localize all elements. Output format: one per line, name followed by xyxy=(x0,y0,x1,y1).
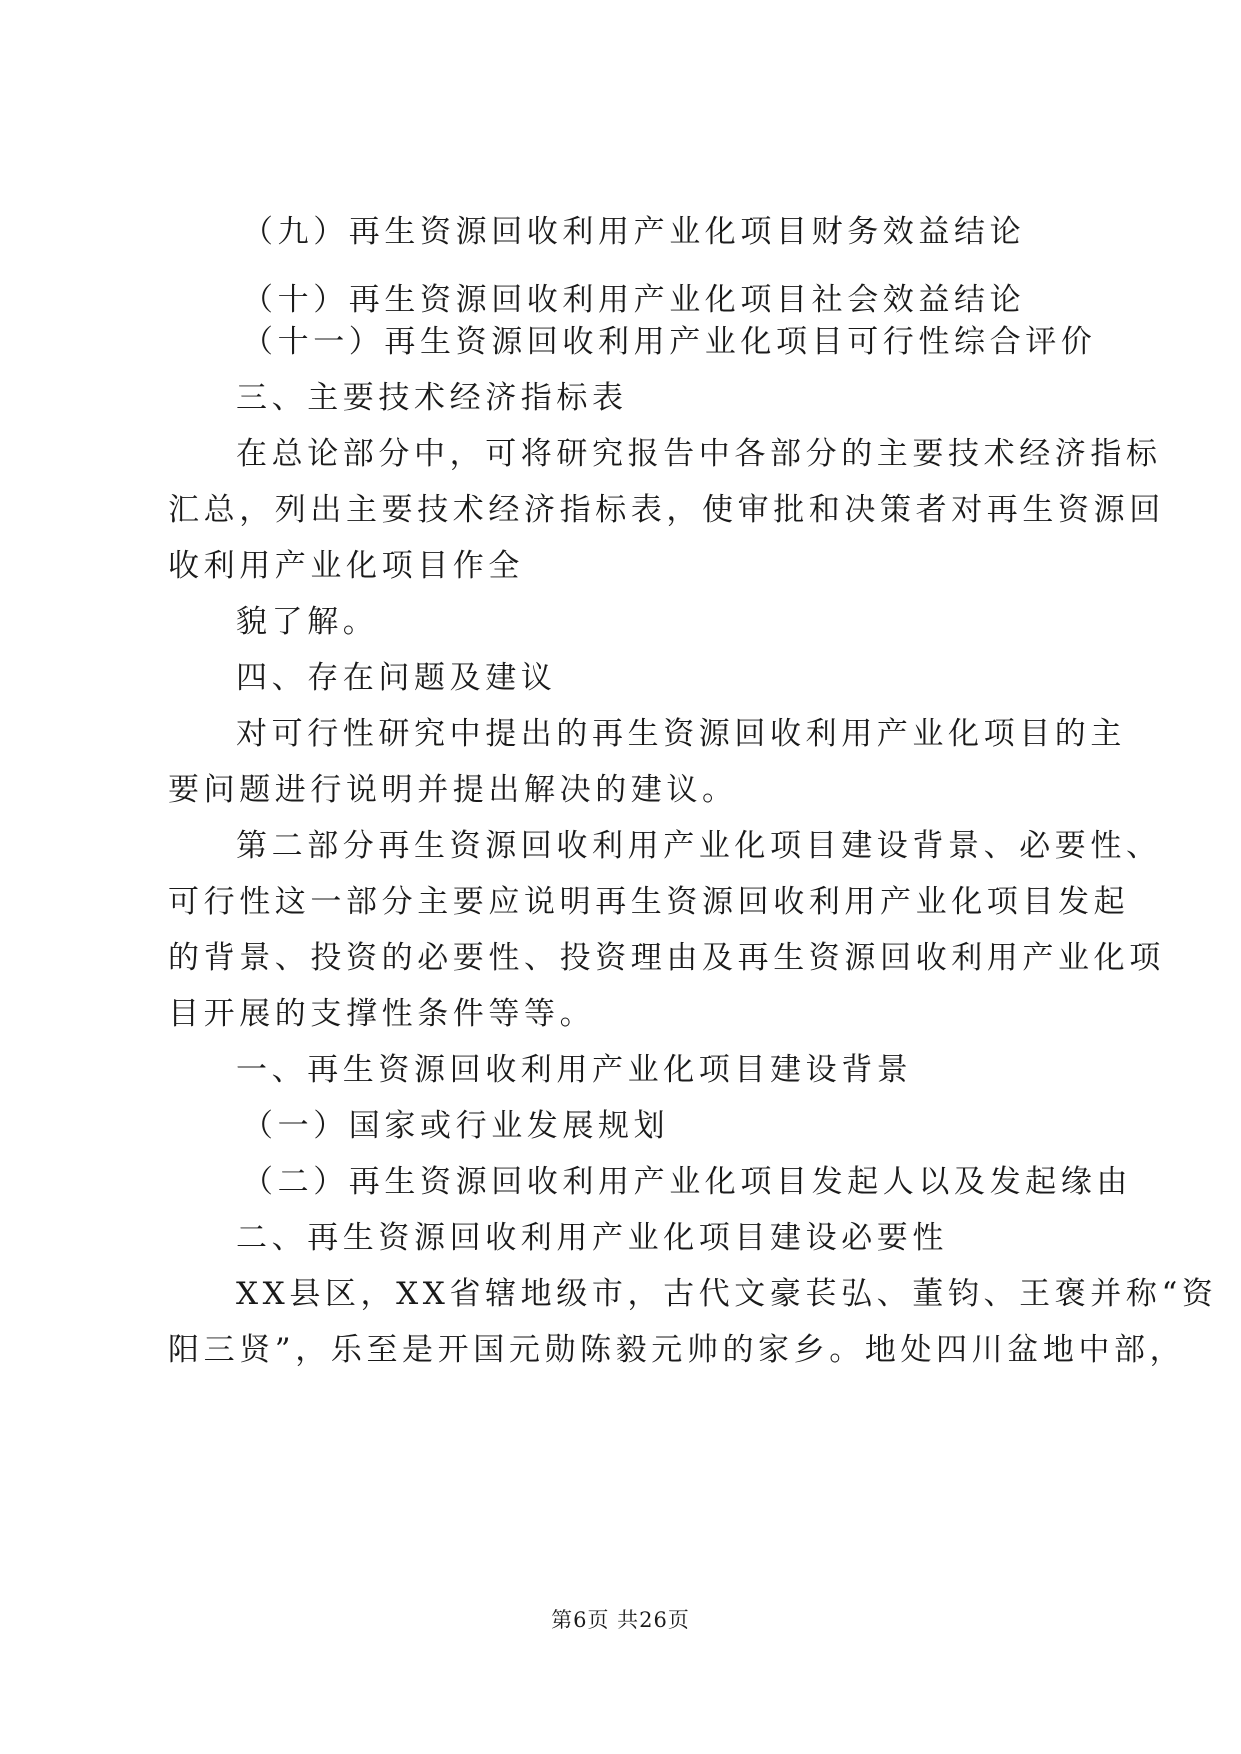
paragraph-line: 对可行性研究中提出的再生资源回收利用产业化项目的主 xyxy=(236,716,1126,752)
paragraph-line: 目开展的支撑性条件等等。 xyxy=(168,996,596,1032)
section-heading-2: 二、再生资源回收利用产业化项目建设必要性 xyxy=(236,1220,948,1256)
heading-item-10: （十）再生资源回收利用产业化项目社会效益结论 xyxy=(242,282,1026,318)
paragraph-line: 在总论部分中，可将研究报告中各部分的主要技术经济指标 xyxy=(236,436,1162,472)
page-footer: 第6页 共26页 xyxy=(551,1608,690,1632)
heading-item-2: （二）再生资源回收利用产业化项目发起人以及发起缘由 xyxy=(242,1164,1132,1200)
paragraph-line: 收利用产业化项目作全 xyxy=(168,548,524,584)
section-heading-1: 一、再生资源回收利用产业化项目建设背景 xyxy=(236,1052,913,1088)
paragraph-line: 要问题进行说明并提出解决的建议。 xyxy=(168,772,738,808)
heading-item-11: （十一）再生资源回收利用产业化项目可行性综合评价 xyxy=(242,324,1097,360)
paragraph-line: 阳三贤”，乐至是开国元勋陈毅元帅的家乡。地处四川盆地中部， xyxy=(168,1332,1186,1368)
paragraph-line: XX县区，XX省辖地级市，古代文豪苌弘、董钧、王褒并称“资 xyxy=(236,1276,1218,1312)
paragraph-line: 汇总，列出主要技术经济指标表，使审批和决策者对再生资源回 xyxy=(168,492,1165,528)
paragraph-line: 第二部分再生资源回收利用产业化项目建设背景、必要性、 xyxy=(236,828,1162,864)
paragraph-line: 貌了解。 xyxy=(236,604,379,640)
heading-item-1: （一）国家或行业发展规划 xyxy=(242,1108,670,1144)
paragraph-line: 可行性这一部分主要应说明再生资源回收利用产业化项目发起 xyxy=(168,884,1130,920)
paragraph-line: 的背景、投资的必要性、投资理由及再生资源回收利用产业化项 xyxy=(168,940,1165,976)
section-heading-3: 三、主要技术经济指标表 xyxy=(236,380,628,416)
heading-item-9: （九）再生资源回收利用产业化项目财务效益结论 xyxy=(242,214,1026,250)
section-heading-4: 四、存在问题及建议 xyxy=(236,660,557,696)
